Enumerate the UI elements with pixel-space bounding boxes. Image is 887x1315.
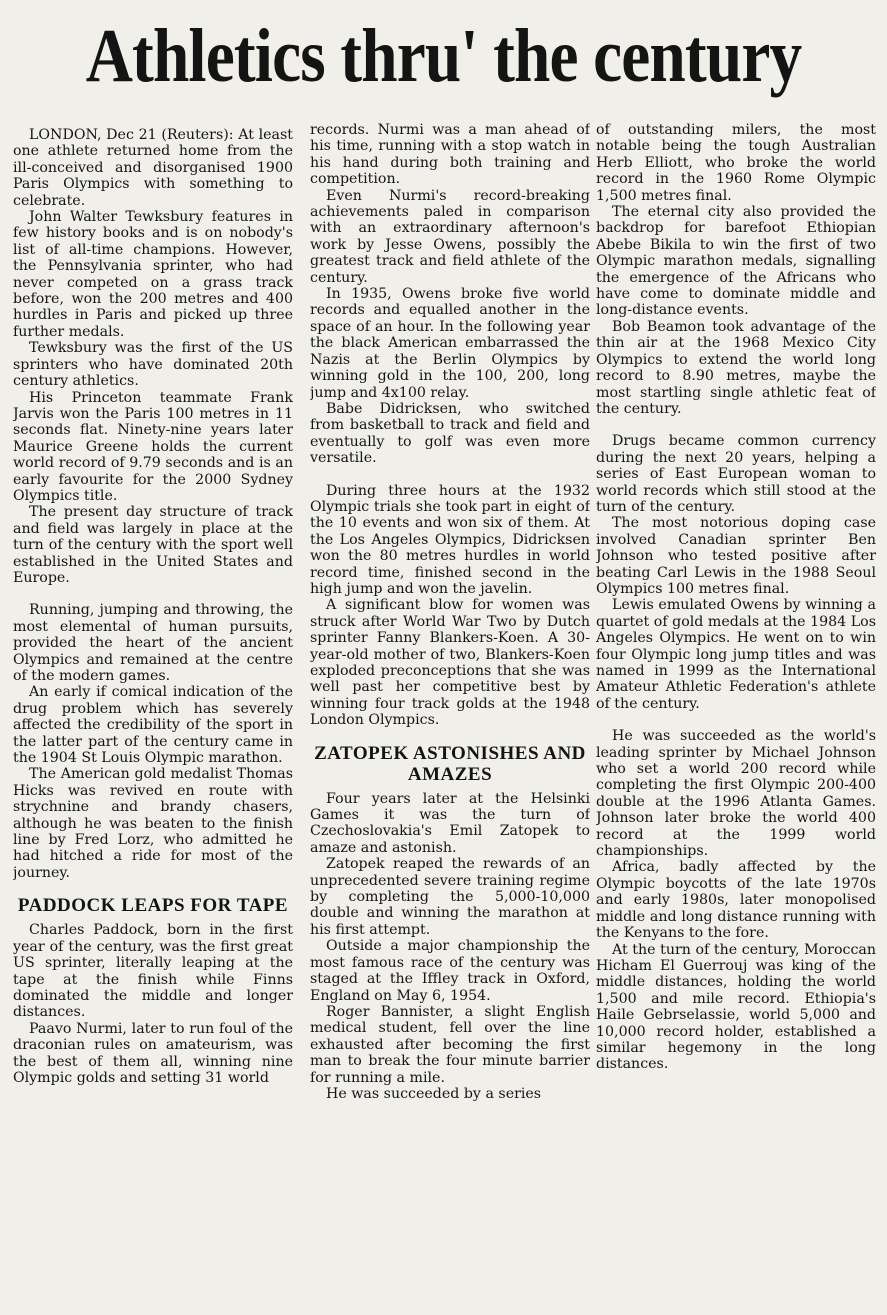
paragraph: Bob Beamon took advantage of the thin air at the 1968 Mexico City Olympics to extend the world long record to 8.90 metres, maybe the most startling single athletic feat of the century.	[596, 318, 876, 417]
paragraph: The American gold medalist Thomas Hicks was revived en route with strychnine and brandy chasers, although he was beaten to the finish line by Fred Lorz, who admitted he had hitched a ride for most of the journey.	[13, 766, 293, 881]
paragraph: Charles Paddock, born in the first year of the century, was the first great US sprinter, literally leaping at the tape at the finish while Finns dominated the middle and longer distances.	[13, 922, 293, 1021]
paragraph: Africa, badly affected by the Olympic boycotts of the late 1970s and early 1980s, later monopolised middle and long distance running with the Kenyans to the fore.	[596, 859, 876, 942]
paragraph: His Princeton teammate Frank Jarvis won the Paris 100 metres in 11 seconds flat. Ninety-nine years later Maurice Greene holds the current world record of 9.79 seconds and is an early favourite for the 2000 Sydney Olympics title.	[13, 389, 293, 504]
paragraph: He was succeeded by a series	[326, 1085, 542, 1102]
paragraph: An early if comical indication of the drug problem which has severely affected the credibility of the sport in the latter part of the century came in the 1904 St Louis Olympic marathon.	[13, 684, 293, 767]
paragraph: Outside a major championship the most famous race of the century was staged at the Iffley track in Oxford, England on May 6, 1954.	[310, 938, 590, 1004]
paragraph: Four years later at the Helsinki Games it was the turn of Czechoslovakia's Emil Zatopek to amaze and astonish.	[310, 790, 590, 856]
paragraph: The present day structure of track and field was largely in place at the turn of the century with the sport well established in the United States and Europe.	[13, 504, 293, 586]
paragraph: In 1935, Owens broke five world records and equalled another in the space of an hour. In the following year the black American embarrassed the Nazis at the Berlin Olympics by winning gold in the 100, 200, long jump and 4x100 relay.	[310, 286, 590, 401]
paragraph: Zatopek reaped the rewards of an unprecedented severe training regime by completing the 5,000-10,000 double and winning the marathon at his first attempt.	[310, 856, 590, 938]
paragraph: Tewksbury was the first of the US sprinters who have dominated 20th century athletics.	[13, 340, 293, 390]
paragraph: Lewis emulated Owens by winning a quartet of gold medals at the 1984 Los Angeles Olympics. He went on to win four Olympic long jump titles and was named in 1999 as the International Amateur Athletic Federation's athlete of the century.	[596, 597, 876, 712]
paragraph: At the turn of the century, Moroccan Hicham El Guerrouj was king of the middle distances, holding the world 1,500 and mile record. Ethiopia's Haile Gebrselassie, world 5,000 and 10,000 record holder, established a similar hegemony in the long distances.	[596, 941, 876, 1073]
paragraph: The most notorious doping case involved Canadian sprinter Ben Johnson who tested positive after beating Carl Lewis in the 1988 Seoul Olympics 100 metres final.	[596, 515, 876, 597]
paragraph: During three hours at the 1932 Olympic trials she took part in eight of the 10 events and won six of them. At the Los Angeles Olympics, Didricksen won the 80 metres hurdles in world record time, finished second in the high jump and won the javelin.	[310, 482, 590, 597]
paragraph: The eternal city also provided the backdrop for barefoot Ethiopian Abebe Bikila to win the first of two Olympic marathon medals, signalling the emergence of the Africans who have come to dominate middle and long-distance events.	[596, 204, 876, 319]
headline: Athletics thru' the century	[85, 14, 802, 98]
paragraph: Drugs became common currency during the next 20 years, helping a series of East European woman to world records which still stood at the turn of the century.	[596, 433, 876, 515]
paragraph: of outstanding milers, the most notable being the tough Australian Herb Elliott, who broke the world record in the 1960 Rome Olympic 1,500 metres final.	[596, 122, 876, 204]
paragraph: He was succeeded as the world's leading sprinter by Michael Johnson who set a world 200 record while completing the first Olympic 200-400 double at the 1996 Atlanta Games. Johnson later broke the world 400 record at the 1999 world championships.	[596, 728, 876, 860]
paragraph: A significant blow for women was struck after World War Two by Dutch sprinter Fanny Blankers-Koen. A 30-year-old mother of two, Blankers-Koen exploded preconceptions that she was well past her competitive best by winning four track golds at the 1948 London Olympics.	[310, 597, 590, 729]
subheading: ZATOPEK ASTONISHES AND AMAZES	[314, 742, 586, 785]
column-2	[310, 122, 590, 1302]
paragraph: Paavo Nurmi, later to run foul of the draconian rules on amateurism, was the best of them all, winning nine Olympic golds and setting 31 world	[13, 1020, 293, 1086]
subheading: PADDOCK LEAPS FOR TAPE	[17, 895, 289, 917]
paragraph: LONDON, Dec 21 (Reuters): At least one athlete returned home from the ill-conceived and disorganised 1900 Paris Olympics with something to celebrate.	[13, 127, 293, 209]
column-1	[13, 127, 293, 1307]
paragraph: Running, jumping and throwing, the most elemental of human pursuits, provided the heart of the ancient Olympics and remained at the centre of the modern games.	[13, 602, 293, 684]
paragraph: records. Nurmi was a man ahead of his time, running with a stop watch in his hand during both training and competition.	[310, 122, 590, 188]
paragraph: John Walter Tewksbury features in few history books and is on nobody's list of all-time champions. However, the Pennsylvania sprinter, who had never competed on a grass track before, won the 200 metres and 400 hurdles in Paris and picked up three further medals.	[13, 209, 293, 340]
paragraph: Roger Bannister, a slight English medical student, fell over the line exhausted after becoming the first man to break the four minute barrier for running a mile.	[310, 1003, 590, 1086]
column-3	[596, 122, 876, 1302]
paragraph: Even Nurmi's record-breaking achievements paled in comparison with an extraordinary afternoon's work by Jesse Owens, possibly the greatest track and field athlete of the century.	[310, 187, 590, 286]
paragraph: Babe Didricksen, who switched from basketball to track and field and eventually to golf was even more versatile.	[310, 400, 590, 467]
